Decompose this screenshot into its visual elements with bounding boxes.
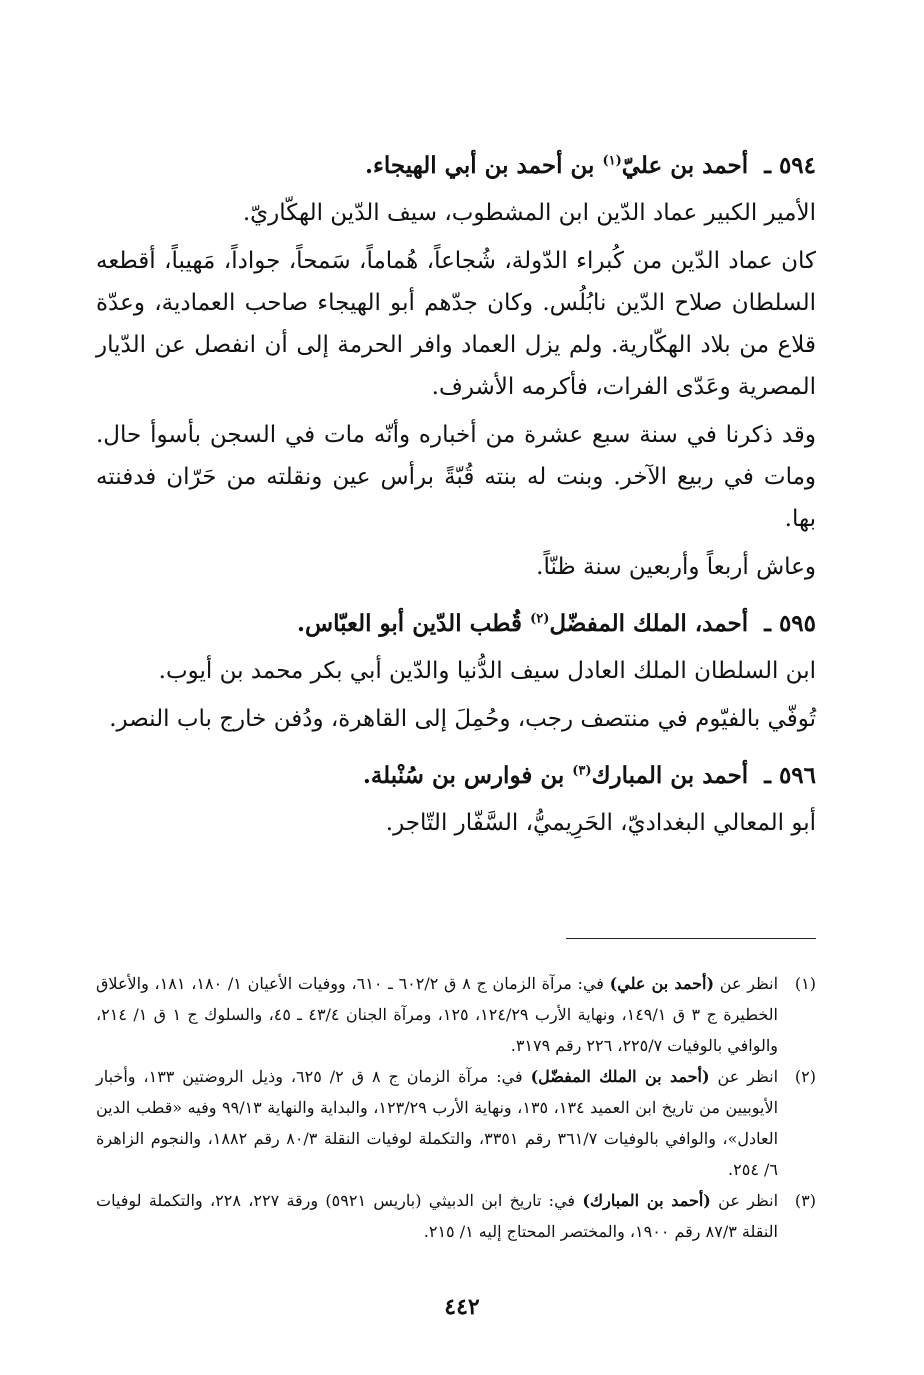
entry-number: ٥٩٤ ـ <box>764 152 816 179</box>
entry-paragraph: وعاش أربعاً وأربعين سنة ظنّاً. <box>536 554 816 580</box>
footnote-subject: (أحمد بن الملك المفضّل) <box>530 1067 710 1086</box>
biography-entry-596 <box>96 750 816 844</box>
page-number: ٤٤٢ <box>444 1294 480 1320</box>
entry-name: أحمد، الملك المفضّل <box>549 610 749 637</box>
entry-number: ٥٩٦ ـ <box>764 762 816 789</box>
main-text <box>96 132 816 854</box>
entry-number: ٥٩٥ ـ <box>764 610 816 637</box>
entry-name: أحمد بن المبارك <box>591 762 749 789</box>
footnote-subject: (أحمد بن علي) <box>609 974 715 993</box>
biography-entry-595 <box>96 598 816 740</box>
entry-paragraph: تُوفّي بالفيّوم في منتصف رجب، وحُمِلَ إلى القاهرة، ودُفن خارج باب النصر. <box>109 706 816 732</box>
footnote-lead: انظر عن <box>717 1067 779 1086</box>
entry-heading <box>96 750 816 802</box>
footnote-text <box>96 1061 778 1185</box>
entry-name: أحمد بن عليّ <box>621 152 749 179</box>
footnote-3 <box>96 1185 816 1247</box>
footnote-lead: انظر عن <box>719 974 779 993</box>
footnote-subject: (أحمد بن المبارك) <box>582 1191 711 1210</box>
entry-paragraph: كان عماد الدّين من كُبراء الدّولة، شُجاعاً، هُماماً، سَمحاً، جواداً، مَهيباً، أقطعه السلطان صلاح الدّين نابُلُس. وكان جدّهم أبو الهيجاء صاحب العمادية، وعدّة قلاع من بلاد الهكّارية. ولم يزل العماد وافر الحرمة إلى أن انفصل عن الدّيار المصرية وعَدّى الفرات، فأكرمه الأشرف. <box>96 248 816 400</box>
footnote-1 <box>96 968 816 1061</box>
footnote-body: في: مرآة الزمان ج ٨ ق ٦٠٢/٢ ـ ٦١٠، ووفيات الأعيان ١/ ١٨٠، ١٨١، والأعلاق الخطيرة ج ٣ ق ١٤٩/١، ونهاية الأرب ١٢٤/٢٩، ١٢٥، ومرآة الجنان ٤٣/٤ ـ ٤٥، والسلوك ج ١ ق ١/ ٢١٤، والوافي بالوفيات ٢٢٥/٧، ٢٢٦ رقم ٣١٧٩. <box>96 974 778 1055</box>
entry-subtitle: أبو المعالي البغداديّ، الحَرِيميُّ، السَّفّار التّاجر. <box>385 810 816 836</box>
footnote-body: في: تاريخ ابن الدبيثي (باريس ٥٩٢١) ورقة ٢٢٧، ٢٢٨، والتكملة لوفيات النقلة ٨٧/٣ رقم ١٩٠٠، والمختصر المحتاج إليه ١/ ٢١٥. <box>96 1191 778 1241</box>
footnotes <box>96 968 816 1247</box>
footnote-number: (٣) <box>794 1191 816 1210</box>
footnote-body: في: مرآة الزمان ج ٨ ق ٢/ ٦٢٥، وذيل الروضتين ١٣٣، وأخبار الأيوبيين من تاريخ ابن العميد ١٣٤، ١٣٥، ونهاية الأرب ١٢٣/٢٩، والبداية والنهاية ٩٩/١٣ وفيه «قطب الدين العادل»، والوافي بالوفيات ٣٦١/٧ رقم ٣٣٥١، والتكملة لوفيات النقلة ٨٠/٣ رقم ١٨٨٢، والنجوم الزاهرة ٦/ ٢٥٤. <box>96 1067 779 1179</box>
footnote-number: (٢) <box>794 1067 816 1086</box>
footnote-marker[interactable]: (٢) <box>530 611 550 627</box>
entry-name-continuation: قُطب الدّين أبو العبّاس. <box>296 610 523 637</box>
entry-name-continuation: بن فوارس بن سُنْبلة. <box>362 762 565 789</box>
biography-entry-594 <box>96 140 816 588</box>
footnote-marker[interactable]: (٣) <box>572 763 592 779</box>
footnote-text <box>96 1185 778 1247</box>
entry-subtitle: الأمير الكبير عماد الدّين ابن المشطوب، سيف الدّين الهكّاريّ. <box>242 200 816 226</box>
entry-heading <box>96 140 816 192</box>
footnote-2 <box>96 1061 816 1185</box>
entry-name-continuation: بن أحمد بن أبي الهيجاء. <box>365 152 595 179</box>
entry-heading <box>96 598 816 650</box>
footnote-text <box>96 968 778 1061</box>
footnote-lead: انظر عن <box>718 1191 779 1210</box>
footnote-marker[interactable]: (١) <box>602 153 622 169</box>
entry-paragraph: وقد ذكرنا في سنة سبع عشرة من أخباره وأنّه مات في السجن بأسوأ حال. ومات في ربيع الآخر. وبنت له بنته قُبّةً برأس عين ونقلته من حَرّان فدفنته بها. <box>96 422 816 532</box>
footnote-number: (١) <box>794 974 816 993</box>
entry-subtitle: ابن السلطان الملك العادل سيف الدُّنيا والدّين أبي بكر محمد بن أيوب. <box>158 658 816 684</box>
footnote-divider <box>566 938 816 939</box>
